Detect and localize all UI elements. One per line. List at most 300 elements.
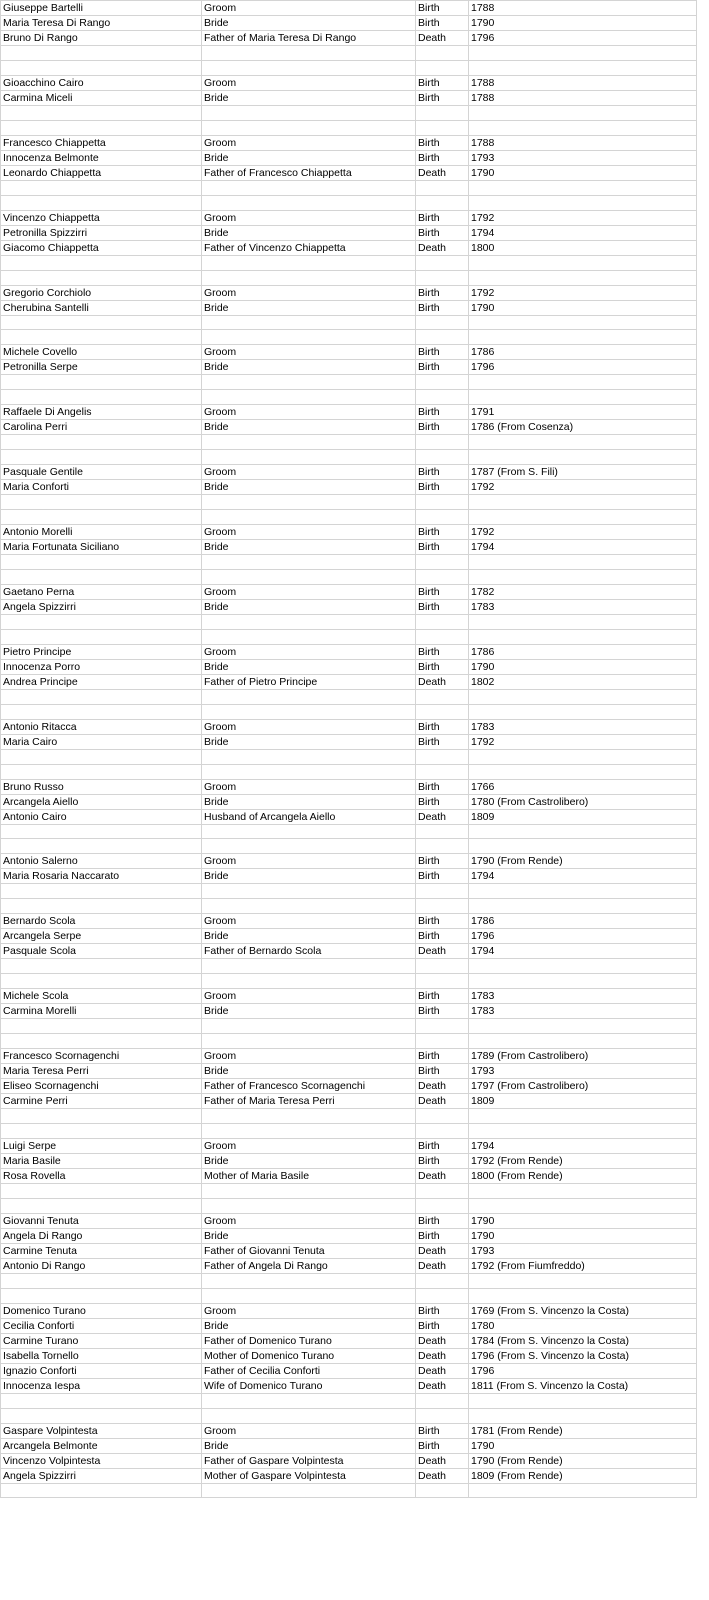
year-cell[interactable]: [469, 390, 697, 405]
role-cell[interactable]: [202, 569, 416, 584]
year-cell[interactable]: 1787 (From S. Fili): [469, 465, 697, 480]
event-cell[interactable]: [416, 974, 469, 989]
event-cell[interactable]: Birth: [416, 854, 469, 869]
name-cell[interactable]: [1, 614, 202, 629]
role-cell[interactable]: [202, 1183, 416, 1198]
name-cell[interactable]: Maria Teresa Di Rango: [1, 16, 202, 31]
role-cell[interactable]: [202, 105, 416, 120]
name-cell[interactable]: Giacomo Chiappetta: [1, 240, 202, 255]
year-cell[interactable]: 1790 (From Rende): [469, 854, 697, 869]
year-cell[interactable]: 1792: [469, 525, 697, 540]
name-cell[interactable]: [1, 959, 202, 974]
event-cell[interactable]: Birth: [416, 285, 469, 300]
name-cell[interactable]: [1, 689, 202, 704]
role-cell[interactable]: Groom: [202, 75, 416, 90]
role-cell[interactable]: Bride: [202, 1153, 416, 1168]
role-cell[interactable]: Groom: [202, 1303, 416, 1318]
name-cell[interactable]: Isabella Tornello: [1, 1348, 202, 1363]
event-cell[interactable]: Death: [416, 165, 469, 180]
event-cell[interactable]: [416, 824, 469, 839]
name-cell[interactable]: Arcangela Serpe: [1, 929, 202, 944]
role-cell[interactable]: Groom: [202, 644, 416, 659]
event-cell[interactable]: Birth: [416, 659, 469, 674]
role-cell[interactable]: [202, 974, 416, 989]
role-cell[interactable]: [202, 315, 416, 330]
event-cell[interactable]: Death: [416, 944, 469, 959]
name-cell[interactable]: Antonio Di Rango: [1, 1258, 202, 1273]
event-cell[interactable]: Birth: [416, 1213, 469, 1228]
event-cell[interactable]: Birth: [416, 540, 469, 555]
name-cell[interactable]: Francesco Scornagenchi: [1, 1049, 202, 1064]
year-cell[interactable]: [469, 270, 697, 285]
role-cell[interactable]: [202, 689, 416, 704]
event-cell[interactable]: Birth: [416, 989, 469, 1004]
role-cell[interactable]: Bride: [202, 1004, 416, 1019]
event-cell[interactable]: Birth: [416, 644, 469, 659]
year-cell[interactable]: [469, 824, 697, 839]
role-cell[interactable]: [202, 435, 416, 450]
role-cell[interactable]: Father of Maria Teresa Perri: [202, 1094, 416, 1109]
role-cell[interactable]: [202, 764, 416, 779]
year-cell[interactable]: [469, 180, 697, 195]
name-cell[interactable]: [1, 60, 202, 75]
role-cell[interactable]: Bride: [202, 300, 416, 315]
year-cell[interactable]: 1792 (From Fiumfreddo): [469, 1258, 697, 1273]
year-cell[interactable]: 1788: [469, 135, 697, 150]
event-cell[interactable]: Birth: [416, 1228, 469, 1243]
name-cell[interactable]: [1, 824, 202, 839]
event-cell[interactable]: Death: [416, 1079, 469, 1094]
year-cell[interactable]: 1800: [469, 240, 697, 255]
event-cell[interactable]: Birth: [416, 405, 469, 420]
role-cell[interactable]: Groom: [202, 1049, 416, 1064]
role-cell[interactable]: Bride: [202, 734, 416, 749]
role-cell[interactable]: Bride: [202, 90, 416, 105]
year-cell[interactable]: 1794: [469, 944, 697, 959]
role-cell[interactable]: Bride: [202, 929, 416, 944]
event-cell[interactable]: [416, 180, 469, 195]
year-cell[interactable]: 1796: [469, 360, 697, 375]
name-cell[interactable]: Cecilia Conforti: [1, 1318, 202, 1333]
event-cell[interactable]: Birth: [416, 1004, 469, 1019]
name-cell[interactable]: Antonio Cairo: [1, 809, 202, 824]
name-cell[interactable]: [1, 1183, 202, 1198]
year-cell[interactable]: 1790 (From Rende): [469, 1453, 697, 1468]
role-cell[interactable]: Father of Maria Teresa Di Rango: [202, 31, 416, 46]
year-cell[interactable]: [469, 375, 697, 390]
year-cell[interactable]: [469, 1408, 697, 1423]
role-cell[interactable]: [202, 495, 416, 510]
event-cell[interactable]: [416, 704, 469, 719]
role-cell[interactable]: Groom: [202, 854, 416, 869]
name-cell[interactable]: [1, 1198, 202, 1213]
event-cell[interactable]: Death: [416, 31, 469, 46]
event-cell[interactable]: Death: [416, 1348, 469, 1363]
role-cell[interactable]: Father of Gaspare Volpintesta: [202, 1453, 416, 1468]
event-cell[interactable]: [416, 689, 469, 704]
event-cell[interactable]: [416, 614, 469, 629]
role-cell[interactable]: Bride: [202, 360, 416, 375]
year-cell[interactable]: [469, 1019, 697, 1034]
event-cell[interactable]: [416, 255, 469, 270]
role-cell[interactable]: [202, 1034, 416, 1049]
name-cell[interactable]: Gregorio Corchiolo: [1, 285, 202, 300]
year-cell[interactable]: 1811 (From S. Vincenzo la Costa): [469, 1378, 697, 1393]
year-cell[interactable]: [469, 1123, 697, 1138]
role-cell[interactable]: Bride: [202, 16, 416, 31]
name-cell[interactable]: Bernardo Scola: [1, 914, 202, 929]
year-cell[interactable]: 1809: [469, 809, 697, 824]
name-cell[interactable]: [1, 330, 202, 345]
year-cell[interactable]: 1793: [469, 1243, 697, 1258]
role-cell[interactable]: [202, 1273, 416, 1288]
role-cell[interactable]: Groom: [202, 1423, 416, 1438]
event-cell[interactable]: Birth: [416, 584, 469, 599]
year-cell[interactable]: [469, 1288, 697, 1303]
year-cell[interactable]: 1788: [469, 1, 697, 16]
event-cell[interactable]: [416, 1019, 469, 1034]
event-cell[interactable]: [416, 1109, 469, 1124]
name-cell[interactable]: Bruno Di Rango: [1, 31, 202, 46]
name-cell[interactable]: [1, 195, 202, 210]
year-cell[interactable]: 1794: [469, 869, 697, 884]
year-cell[interactable]: 1794: [469, 1138, 697, 1153]
role-cell[interactable]: Bride: [202, 599, 416, 614]
role-cell[interactable]: [202, 120, 416, 135]
role-cell[interactable]: [202, 824, 416, 839]
event-cell[interactable]: [416, 120, 469, 135]
name-cell[interactable]: Angela Spizzirri: [1, 1468, 202, 1483]
year-cell[interactable]: 1796: [469, 929, 697, 944]
name-cell[interactable]: Pasquale Gentile: [1, 465, 202, 480]
name-cell[interactable]: Andrea Principe: [1, 674, 202, 689]
role-cell[interactable]: Bride: [202, 869, 416, 884]
name-cell[interactable]: [1, 1393, 202, 1408]
name-cell[interactable]: Petronilla Serpe: [1, 360, 202, 375]
role-cell[interactable]: Groom: [202, 1138, 416, 1153]
role-cell[interactable]: Groom: [202, 1213, 416, 1228]
name-cell[interactable]: [1, 569, 202, 584]
year-cell[interactable]: [469, 195, 697, 210]
name-cell[interactable]: [1, 315, 202, 330]
role-cell[interactable]: [202, 1019, 416, 1034]
name-cell[interactable]: [1, 1019, 202, 1034]
year-cell[interactable]: [469, 899, 697, 914]
role-cell[interactable]: [202, 959, 416, 974]
year-cell[interactable]: [469, 120, 697, 135]
year-cell[interactable]: [469, 749, 697, 764]
role-cell[interactable]: Bride: [202, 480, 416, 495]
event-cell[interactable]: [416, 1198, 469, 1213]
year-cell[interactable]: [469, 1393, 697, 1408]
event-cell[interactable]: Birth: [416, 1064, 469, 1079]
event-cell[interactable]: [416, 749, 469, 764]
event-cell[interactable]: [416, 629, 469, 644]
name-cell[interactable]: Gioacchino Cairo: [1, 75, 202, 90]
event-cell[interactable]: Birth: [416, 1153, 469, 1168]
event-cell[interactable]: [416, 105, 469, 120]
year-cell[interactable]: 1794: [469, 540, 697, 555]
event-cell[interactable]: [416, 959, 469, 974]
year-cell[interactable]: 1783: [469, 599, 697, 614]
name-cell[interactable]: Antonio Ritacca: [1, 719, 202, 734]
name-cell[interactable]: Angela Spizzirri: [1, 599, 202, 614]
name-cell[interactable]: Arcangela Belmonte: [1, 1438, 202, 1453]
event-cell[interactable]: Birth: [416, 465, 469, 480]
role-cell[interactable]: Bride: [202, 1438, 416, 1453]
year-cell[interactable]: 1786: [469, 644, 697, 659]
event-cell[interactable]: [416, 435, 469, 450]
role-cell[interactable]: Husband of Arcangela Aiello: [202, 809, 416, 824]
year-cell[interactable]: [469, 1109, 697, 1124]
role-cell[interactable]: [202, 1123, 416, 1138]
event-cell[interactable]: Death: [416, 1258, 469, 1273]
name-cell[interactable]: Maria Basile: [1, 1153, 202, 1168]
event-cell[interactable]: Birth: [416, 135, 469, 150]
name-cell[interactable]: [1, 974, 202, 989]
year-cell[interactable]: 1788: [469, 90, 697, 105]
event-cell[interactable]: [416, 315, 469, 330]
role-cell[interactable]: Groom: [202, 135, 416, 150]
name-cell[interactable]: [1, 105, 202, 120]
role-cell[interactable]: [202, 330, 416, 345]
role-cell[interactable]: [202, 450, 416, 465]
role-cell[interactable]: Father of Domenico Turano: [202, 1333, 416, 1348]
role-cell[interactable]: Father of Giovanni Tenuta: [202, 1243, 416, 1258]
name-cell[interactable]: Giuseppe Bartelli: [1, 1, 202, 16]
role-cell[interactable]: Groom: [202, 525, 416, 540]
name-cell[interactable]: Antonio Morelli: [1, 525, 202, 540]
year-cell[interactable]: [469, 1198, 697, 1213]
event-cell[interactable]: [416, 450, 469, 465]
role-cell[interactable]: [202, 629, 416, 644]
year-cell[interactable]: [469, 60, 697, 75]
year-cell[interactable]: 1800 (From Rende): [469, 1168, 697, 1183]
event-cell[interactable]: Birth: [416, 75, 469, 90]
name-cell[interactable]: [1, 120, 202, 135]
year-cell[interactable]: 1797 (From Castrolibero): [469, 1079, 697, 1094]
name-cell[interactable]: Gaetano Perna: [1, 584, 202, 599]
year-cell[interactable]: [469, 46, 697, 61]
role-cell[interactable]: Bride: [202, 420, 416, 435]
year-cell[interactable]: [469, 105, 697, 120]
event-cell[interactable]: Birth: [416, 210, 469, 225]
event-cell[interactable]: Birth: [416, 794, 469, 809]
role-cell[interactable]: Mother of Domenico Turano: [202, 1348, 416, 1363]
year-cell[interactable]: 1783: [469, 719, 697, 734]
event-cell[interactable]: [416, 330, 469, 345]
role-cell[interactable]: [202, 1288, 416, 1303]
event-cell[interactable]: Death: [416, 1453, 469, 1468]
event-cell[interactable]: Birth: [416, 1138, 469, 1153]
name-cell[interactable]: Arcangela Aiello: [1, 794, 202, 809]
event-cell[interactable]: Death: [416, 1468, 469, 1483]
role-cell[interactable]: [202, 884, 416, 899]
name-cell[interactable]: [1, 764, 202, 779]
year-cell[interactable]: [469, 510, 697, 525]
event-cell[interactable]: [416, 1123, 469, 1138]
year-cell[interactable]: 1792 (From Rende): [469, 1153, 697, 1168]
name-cell[interactable]: Michele Scola: [1, 989, 202, 1004]
event-cell[interactable]: Death: [416, 1168, 469, 1183]
name-cell[interactable]: [1, 450, 202, 465]
name-cell[interactable]: Gaspare Volpintesta: [1, 1423, 202, 1438]
year-cell[interactable]: 1809: [469, 1094, 697, 1109]
event-cell[interactable]: [416, 195, 469, 210]
event-cell[interactable]: Birth: [416, 225, 469, 240]
event-cell[interactable]: [416, 899, 469, 914]
year-cell[interactable]: 1809 (From Rende): [469, 1468, 697, 1483]
year-cell[interactable]: 1786: [469, 914, 697, 929]
event-cell[interactable]: Death: [416, 1378, 469, 1393]
name-cell[interactable]: Maria Fortunata Siciliano: [1, 540, 202, 555]
role-cell[interactable]: Bride: [202, 225, 416, 240]
role-cell[interactable]: [202, 180, 416, 195]
event-cell[interactable]: Birth: [416, 150, 469, 165]
event-cell[interactable]: [416, 1288, 469, 1303]
role-cell[interactable]: Groom: [202, 405, 416, 420]
name-cell[interactable]: Carmine Perri: [1, 1094, 202, 1109]
event-cell[interactable]: Birth: [416, 300, 469, 315]
role-cell[interactable]: Mother of Maria Basile: [202, 1168, 416, 1183]
name-cell[interactable]: [1, 1483, 202, 1498]
event-cell[interactable]: [416, 1034, 469, 1049]
year-cell[interactable]: 1790: [469, 1228, 697, 1243]
name-cell[interactable]: Maria Teresa Perri: [1, 1064, 202, 1079]
name-cell[interactable]: [1, 749, 202, 764]
year-cell[interactable]: 1790: [469, 16, 697, 31]
name-cell[interactable]: Michele Covello: [1, 345, 202, 360]
name-cell[interactable]: Petronilla Spizzirri: [1, 225, 202, 240]
year-cell[interactable]: 1788: [469, 75, 697, 90]
year-cell[interactable]: [469, 1273, 697, 1288]
role-cell[interactable]: Father of Francesco Chiappetta: [202, 165, 416, 180]
year-cell[interactable]: 1780: [469, 1318, 697, 1333]
event-cell[interactable]: [416, 46, 469, 61]
role-cell[interactable]: Father of Angela Di Rango: [202, 1258, 416, 1273]
role-cell[interactable]: [202, 899, 416, 914]
name-cell[interactable]: [1, 270, 202, 285]
year-cell[interactable]: [469, 315, 697, 330]
event-cell[interactable]: [416, 495, 469, 510]
year-cell[interactable]: [469, 1034, 697, 1049]
role-cell[interactable]: Mother of Gaspare Volpintesta: [202, 1468, 416, 1483]
year-cell[interactable]: [469, 614, 697, 629]
event-cell[interactable]: [416, 1183, 469, 1198]
event-cell[interactable]: Birth: [416, 929, 469, 944]
name-cell[interactable]: [1, 510, 202, 525]
year-cell[interactable]: [469, 689, 697, 704]
name-cell[interactable]: Vincenzo Chiappetta: [1, 210, 202, 225]
event-cell[interactable]: Death: [416, 1333, 469, 1348]
role-cell[interactable]: Bride: [202, 540, 416, 555]
role-cell[interactable]: [202, 60, 416, 75]
name-cell[interactable]: Antonio Salerno: [1, 854, 202, 869]
name-cell[interactable]: Bruno Russo: [1, 779, 202, 794]
year-cell[interactable]: 1783: [469, 989, 697, 1004]
role-cell[interactable]: Groom: [202, 584, 416, 599]
year-cell[interactable]: 1790: [469, 659, 697, 674]
name-cell[interactable]: Innocenza Iespa: [1, 1378, 202, 1393]
role-cell[interactable]: [202, 46, 416, 61]
role-cell[interactable]: [202, 1393, 416, 1408]
event-cell[interactable]: Birth: [416, 1423, 469, 1438]
name-cell[interactable]: Leonardo Chiappetta: [1, 165, 202, 180]
name-cell[interactable]: Maria Rosaria Naccarato: [1, 869, 202, 884]
event-cell[interactable]: Birth: [416, 1438, 469, 1453]
event-cell[interactable]: Death: [416, 809, 469, 824]
name-cell[interactable]: Raffaele Di Angelis: [1, 405, 202, 420]
event-cell[interactable]: Birth: [416, 869, 469, 884]
name-cell[interactable]: [1, 1109, 202, 1124]
event-cell[interactable]: [416, 510, 469, 525]
role-cell[interactable]: [202, 270, 416, 285]
year-cell[interactable]: 1792: [469, 210, 697, 225]
event-cell[interactable]: [416, 1408, 469, 1423]
role-cell[interactable]: Bride: [202, 1318, 416, 1333]
year-cell[interactable]: 1796 (From S. Vincenzo la Costa): [469, 1348, 697, 1363]
event-cell[interactable]: [416, 1273, 469, 1288]
name-cell[interactable]: Carmina Miceli: [1, 90, 202, 105]
event-cell[interactable]: Birth: [416, 90, 469, 105]
event-cell[interactable]: [416, 60, 469, 75]
name-cell[interactable]: Pietro Principe: [1, 644, 202, 659]
year-cell[interactable]: 1796: [469, 31, 697, 46]
year-cell[interactable]: 1793: [469, 150, 697, 165]
name-cell[interactable]: Carolina Perri: [1, 420, 202, 435]
role-cell[interactable]: [202, 749, 416, 764]
role-cell[interactable]: [202, 255, 416, 270]
year-cell[interactable]: 1783: [469, 1004, 697, 1019]
role-cell[interactable]: [202, 375, 416, 390]
name-cell[interactable]: [1, 884, 202, 899]
event-cell[interactable]: [416, 270, 469, 285]
role-cell[interactable]: Father of Pietro Principe: [202, 674, 416, 689]
name-cell[interactable]: Innocenza Belmonte: [1, 150, 202, 165]
role-cell[interactable]: Father of Francesco Scornagenchi: [202, 1079, 416, 1094]
event-cell[interactable]: Birth: [416, 360, 469, 375]
year-cell[interactable]: 1786 (From Cosenza): [469, 420, 697, 435]
role-cell[interactable]: Bride: [202, 659, 416, 674]
name-cell[interactable]: [1, 839, 202, 854]
year-cell[interactable]: [469, 330, 697, 345]
event-cell[interactable]: Death: [416, 1094, 469, 1109]
year-cell[interactable]: [469, 884, 697, 899]
role-cell[interactable]: Father of Cecilia Conforti: [202, 1363, 416, 1378]
role-cell[interactable]: Bride: [202, 1064, 416, 1079]
year-cell[interactable]: [469, 255, 697, 270]
name-cell[interactable]: Giovanni Tenuta: [1, 1213, 202, 1228]
name-cell[interactable]: Francesco Chiappetta: [1, 135, 202, 150]
year-cell[interactable]: 1780 (From Castrolibero): [469, 794, 697, 809]
event-cell[interactable]: [416, 764, 469, 779]
name-cell[interactable]: [1, 1123, 202, 1138]
year-cell[interactable]: [469, 974, 697, 989]
year-cell[interactable]: [469, 450, 697, 465]
event-cell[interactable]: Birth: [416, 734, 469, 749]
event-cell[interactable]: Birth: [416, 16, 469, 31]
name-cell[interactable]: Carmine Turano: [1, 1333, 202, 1348]
event-cell[interactable]: [416, 390, 469, 405]
name-cell[interactable]: Angela Di Rango: [1, 1228, 202, 1243]
name-cell[interactable]: Vincenzo Volpintesta: [1, 1453, 202, 1468]
year-cell[interactable]: 1792: [469, 734, 697, 749]
event-cell[interactable]: Death: [416, 674, 469, 689]
event-cell[interactable]: [416, 1393, 469, 1408]
role-cell[interactable]: Groom: [202, 719, 416, 734]
year-cell[interactable]: 1790: [469, 165, 697, 180]
role-cell[interactable]: Groom: [202, 989, 416, 1004]
